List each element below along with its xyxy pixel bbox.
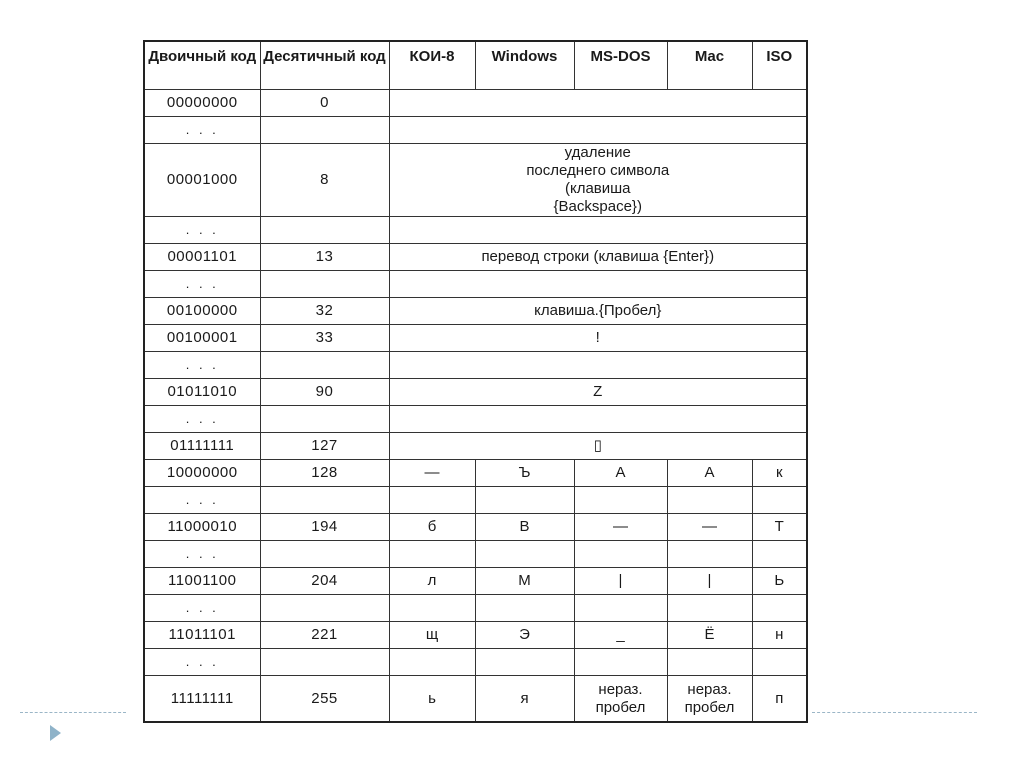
iso-cell: Т [752, 514, 807, 541]
empty-cell [389, 541, 475, 568]
msdos-cell: — [574, 514, 667, 541]
decimal-cell: 0 [260, 90, 389, 117]
empty-cell [389, 217, 807, 244]
windows-cell: М [475, 568, 574, 595]
header-mac: Mac [667, 41, 752, 90]
windows-cell: Э [475, 622, 574, 649]
ellipsis-cell: . . . [144, 541, 260, 568]
table-row [144, 144, 807, 217]
binary-cell: 00100000 [144, 298, 260, 325]
table-row [144, 433, 807, 460]
empty-cell [260, 406, 389, 433]
table-row [144, 460, 807, 487]
table-row [144, 568, 807, 595]
binary-cell: 01111111 [144, 433, 260, 460]
empty-cell [389, 406, 807, 433]
msdos-cell: А [574, 460, 667, 487]
merged-cell: Z [389, 379, 807, 406]
ellipsis-cell: . . . [144, 649, 260, 676]
binary-cell: 00100001 [144, 325, 260, 352]
ellipsis-row [144, 117, 807, 144]
empty-cell [260, 117, 389, 144]
ellipsis-cell: . . . [144, 406, 260, 433]
empty-cell [260, 352, 389, 379]
decimal-cell: 33 [260, 325, 389, 352]
decimal-cell: 255 [260, 676, 389, 723]
iso-cell: Ь [752, 568, 807, 595]
ellipsis-cell: . . . [144, 352, 260, 379]
binary-cell: 11000010 [144, 514, 260, 541]
empty-cell [752, 487, 807, 514]
empty-cell [260, 217, 389, 244]
empty-cell [574, 649, 667, 676]
binary-cell: 11011101 [144, 622, 260, 649]
decimal-cell: 204 [260, 568, 389, 595]
ellipsis-row [144, 406, 807, 433]
mac-cell: — [667, 514, 752, 541]
empty-cell [574, 541, 667, 568]
ellipsis-row [144, 595, 807, 622]
empty-cell [475, 595, 574, 622]
empty-cell [475, 487, 574, 514]
binary-cell: 00001000 [144, 144, 260, 217]
msdos-cell: | [574, 568, 667, 595]
empty-cell [389, 117, 807, 144]
decimal-cell: 32 [260, 298, 389, 325]
decimal-cell: 90 [260, 379, 389, 406]
table-header-row [144, 41, 807, 90]
decimal-cell: 221 [260, 622, 389, 649]
table-row [144, 379, 807, 406]
msdos-cell: _ [574, 622, 667, 649]
empty-cell [260, 487, 389, 514]
header-decimal: Десятичный код [260, 41, 389, 90]
empty-cell [574, 487, 667, 514]
binary-cell: 10000000 [144, 460, 260, 487]
mac-cell: | [667, 568, 752, 595]
empty-cell [389, 352, 807, 379]
header-iso: ISO [752, 41, 807, 90]
merged-cell: перевод строки (клавиша {Enter}) [389, 244, 807, 271]
merged-cell: ! [389, 325, 807, 352]
ellipsis-cell: . . . [144, 487, 260, 514]
table-row [144, 325, 807, 352]
binary-cell: 00000000 [144, 90, 260, 117]
empty-cell [667, 487, 752, 514]
empty-cell [667, 541, 752, 568]
windows-cell: В [475, 514, 574, 541]
empty-cell [260, 271, 389, 298]
ellipsis-cell: . . . [144, 117, 260, 144]
binary-cell: 11001100 [144, 568, 260, 595]
decimal-cell: 128 [260, 460, 389, 487]
table-row [144, 514, 807, 541]
windows-cell: Ъ [475, 460, 574, 487]
empty-cell [389, 595, 475, 622]
slide-divider-right [812, 712, 977, 713]
binary-cell: 00001101 [144, 244, 260, 271]
binary-cell: 01011010 [144, 379, 260, 406]
empty-cell [475, 649, 574, 676]
empty-cell [260, 595, 389, 622]
iso-cell: н [752, 622, 807, 649]
empty-cell [752, 649, 807, 676]
koi8-cell: щ [389, 622, 475, 649]
encoding-table [143, 40, 808, 723]
empty-cell [574, 595, 667, 622]
empty-cell [260, 541, 389, 568]
windows-cell: я [475, 676, 574, 723]
iso-cell: к [752, 460, 807, 487]
empty-cell [389, 271, 807, 298]
header-msdos: MS-DOS [574, 41, 667, 90]
play-triangle-icon [50, 725, 61, 741]
table-row [144, 298, 807, 325]
ellipsis-row [144, 649, 807, 676]
koi8-cell: ь [389, 676, 475, 723]
koi8-cell: б [389, 514, 475, 541]
koi8-cell: — [389, 460, 475, 487]
ellipsis-cell: . . . [144, 595, 260, 622]
empty-cell [752, 541, 807, 568]
empty-cell [389, 487, 475, 514]
msdos-cell: нераз. пробел [574, 676, 667, 723]
header-windows: Windows [475, 41, 574, 90]
empty-cell [667, 595, 752, 622]
table-row [144, 244, 807, 271]
mac-cell: А [667, 460, 752, 487]
merged-cell: клавиша.{Пробел} [389, 298, 807, 325]
header-binary: Двоичный код [144, 41, 260, 90]
slide-divider-left [20, 712, 126, 713]
decimal-cell: 13 [260, 244, 389, 271]
decimal-cell: 194 [260, 514, 389, 541]
header-koi8: КОИ-8 [389, 41, 475, 90]
empty-cell [260, 649, 389, 676]
decimal-cell: 8 [260, 144, 389, 217]
decimal-cell: 127 [260, 433, 389, 460]
ellipsis-row [144, 271, 807, 298]
table-row [144, 90, 807, 117]
merged-cell [389, 90, 807, 117]
table-row [144, 622, 807, 649]
table-row [144, 676, 807, 723]
mac-cell: нераз. пробел [667, 676, 752, 723]
merged-cell: удаление последнего символа (клавиша {Backspace}) [389, 144, 807, 217]
merged-cell: ▯ [389, 433, 807, 460]
koi8-cell: л [389, 568, 475, 595]
iso-cell: п [752, 676, 807, 723]
empty-cell [389, 649, 475, 676]
ellipsis-row [144, 541, 807, 568]
ellipsis-row [144, 217, 807, 244]
binary-cell: 11111111 [144, 676, 260, 723]
ellipsis-row [144, 352, 807, 379]
empty-cell [752, 595, 807, 622]
mac-cell: Ё [667, 622, 752, 649]
ellipsis-cell: . . . [144, 217, 260, 244]
empty-cell [667, 649, 752, 676]
ellipsis-row [144, 487, 807, 514]
ellipsis-cell: . . . [144, 271, 260, 298]
empty-cell [475, 541, 574, 568]
